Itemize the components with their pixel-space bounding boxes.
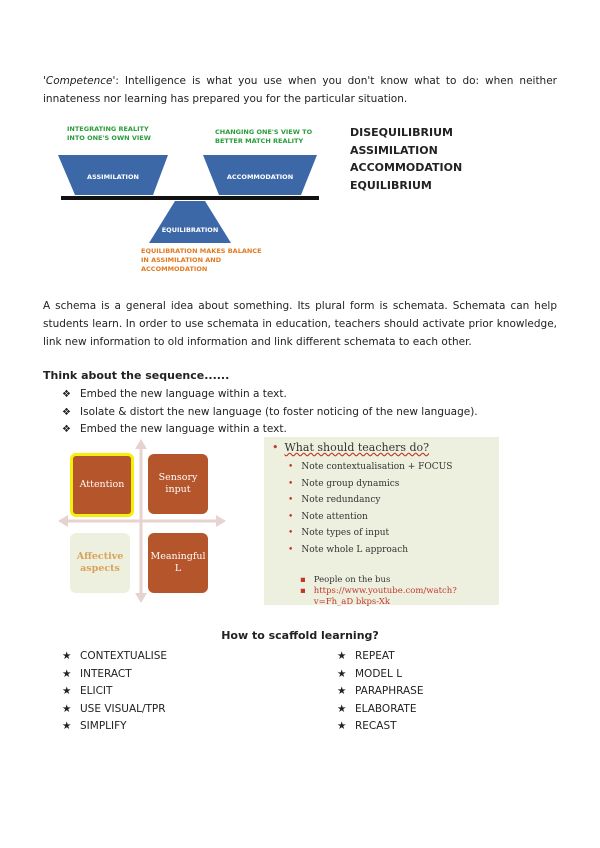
equilibration-diagram: [55, 122, 325, 282]
star-icon: ★: [337, 720, 347, 733]
list-item: ★ MODEL L: [337, 666, 423, 684]
list-item: ★ PARAPHRASE: [337, 683, 423, 701]
competence-definition: : Intelligence is what you use when you don't know what to do: when neither innateness nor learning has prepared you for the particular situation.: [43, 75, 557, 105]
list-item: ★ REPEAT: [337, 648, 423, 666]
meaningful-l-box: Meaningful L: [148, 533, 208, 593]
list-item: ★ CONTEXTUALISE: [62, 648, 167, 666]
diamond-bullet-icon: ❖: [62, 424, 71, 435]
caption-line3: ACCOMMODATION: [141, 265, 208, 273]
video-link-item[interactable]: ▪ https://www.youtube.com/watch?v=Fh_aD bkps-Xk: [300, 586, 464, 608]
teacher-subnotes-list: [300, 575, 464, 608]
slide-text-area: [264, 437, 499, 605]
star-icon: ★: [62, 650, 72, 662]
slide-title: • What should teachers do?: [272, 441, 430, 454]
sensory-input-box: Sensory input: [148, 454, 208, 514]
think-heading: Think about the sequence......: [43, 369, 230, 382]
list-item: ❖ Embed the new language within a text.: [62, 421, 478, 439]
changing-label-line2: BETTER MATCH REALITY: [215, 137, 304, 145]
equilibration-fulcrum: [149, 201, 231, 243]
list-item: • Note attention: [288, 511, 368, 522]
diamond-bullet-icon: ❖: [62, 389, 71, 400]
list-item: ▪ People on the bus: [300, 575, 391, 585]
changing-label-line1: CHANGING ONE'S VIEW TO: [215, 128, 313, 136]
list-item: ★ USE VISUAL/TPR: [62, 701, 167, 719]
star-icon: ★: [62, 702, 72, 715]
equilibration-label: EQUILIBRATION: [161, 226, 219, 234]
attention-box: Attention: [70, 453, 134, 517]
teacher-notes-list: [288, 459, 452, 558]
scaffold-left-list: [62, 648, 167, 736]
diamond-bullet-icon: ❖: [62, 406, 71, 418]
affective-aspects-box: Affective aspects: [70, 533, 130, 593]
caption-line2: IN ASSIMILATION AND: [141, 256, 222, 264]
assimilation-label: ASSIMILATION: [87, 173, 139, 181]
list-item: ★ INTERACT: [62, 666, 167, 684]
accommodation-label: ACCOMMODATION: [226, 173, 294, 181]
star-icon: ★: [337, 650, 347, 662]
list-item: • Note types of input: [288, 528, 390, 538]
balance-beam: [61, 196, 319, 200]
competence-term: 'Competence': [43, 75, 116, 87]
list-item: ❖ Embed the new language within a text.: [62, 386, 478, 404]
stage-item: EQUILIBRIUM: [350, 178, 432, 192]
list-item: • Note redundancy: [288, 495, 381, 505]
list-item: ★ ELICIT: [62, 683, 167, 701]
stage-item: ACCOMMODATION: [350, 161, 463, 174]
star-icon: ★: [62, 667, 72, 680]
integrating-label-line2: INTO ONE'S OWN VIEW: [67, 134, 151, 142]
scaffold-right-list: [337, 648, 423, 736]
sequence-list: [62, 386, 478, 439]
caption-line1: EQUILIBRATION MAKES BALANCE: [141, 247, 262, 255]
star-icon: ★: [62, 720, 72, 733]
list-item: • Note group dynamics: [288, 478, 400, 489]
list-item: • Note contextualisation + FOCUS: [288, 462, 453, 472]
list-item: • Note whole L approach: [288, 544, 409, 555]
star-icon: ★: [337, 702, 347, 715]
list-item: ★ ELABORATE: [337, 701, 423, 719]
schema-paragraph: A schema is a general idea about something. Its plural form is schemata. Schemata can help students learn. In order to use schemata in education, teachers should activate prior knowledge, link new information to old information and link different schemata to each other.: [43, 300, 557, 348]
star-icon: ★: [337, 667, 347, 680]
star-icon: ★: [62, 685, 72, 698]
stage-item: DISEQUILIBRIUM: [350, 126, 453, 139]
video-link[interactable]: https://www.youtube.com/watch?v=Fh_aD bkps-Xk: [313, 586, 457, 607]
integrating-label-line1: INTEGRATING REALITY: [67, 125, 149, 133]
list-item: ❖ Isolate & distort the new language (to foster noticing of the new language).: [62, 404, 478, 422]
list-item: ★ RECAST: [337, 718, 423, 736]
stage-item: ASSIMILATION: [350, 143, 438, 157]
stages-list: [350, 124, 462, 194]
list-item: ★ SIMPLIFY: [62, 718, 167, 736]
scaffold-heading: How to scaffold learning?: [221, 629, 379, 642]
slide-matrix: [44, 437, 264, 605]
star-icon: ★: [337, 685, 347, 698]
competence-paragraph: [43, 72, 557, 108]
teaching-slide: [44, 437, 499, 605]
